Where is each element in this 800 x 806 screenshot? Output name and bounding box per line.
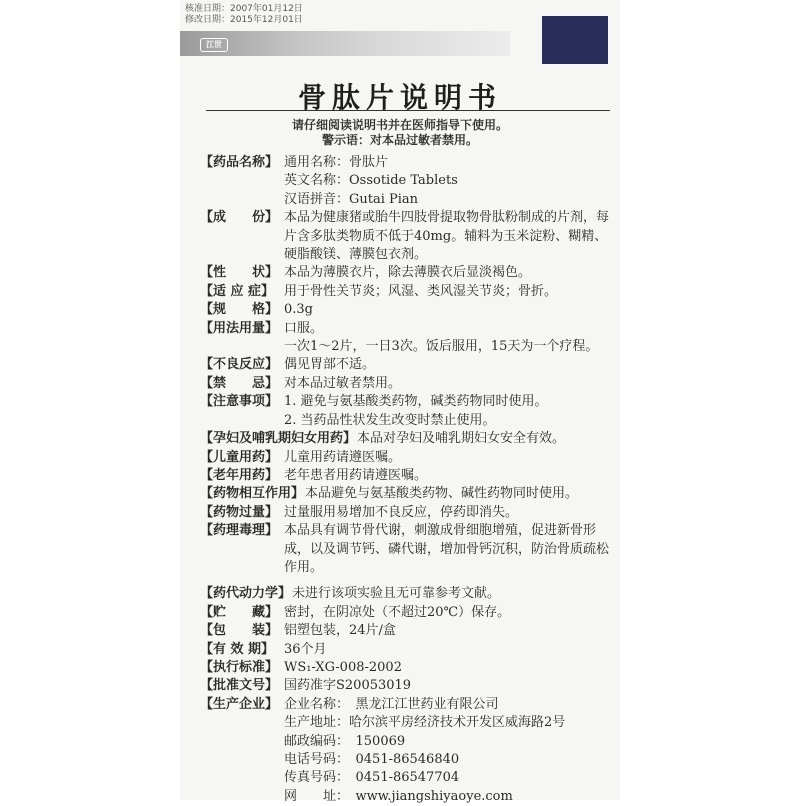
section-row: [200, 393, 610, 430]
section-label: 【适 应 症】: [200, 283, 275, 299]
section-row: [200, 641, 610, 659]
section-text: 儿童用药请遵医嘱。: [284, 449, 402, 465]
section-label: 【用法用量】: [200, 320, 279, 336]
section-row: [200, 301, 610, 319]
approval-date: 核准日期：2007年01月12日: [185, 4, 303, 14]
section-row: [200, 375, 610, 393]
section-label: 【儿童用药】: [200, 449, 279, 465]
section-row: [200, 467, 610, 485]
section-text: 1. 避免与氨基酸类药物，碱类药物同时使用。 2. 当药品性状发生改变时禁止使用。: [284, 394, 548, 428]
header-band: [180, 31, 510, 56]
section-label: 【药物过量】: [200, 504, 279, 520]
section-text: WS₁-XG-008-2002: [284, 659, 402, 675]
section-text: 对本品过敏者禁用。: [284, 375, 402, 391]
section-text: 0.3g: [284, 302, 313, 318]
section-row: [200, 504, 610, 522]
section-label: 【生产企业】: [200, 696, 279, 712]
section-row: [200, 604, 610, 622]
section-label: 【禁 忌】: [200, 375, 279, 391]
insert-sections: [200, 154, 610, 806]
section-text: 偶见胃部不适。: [284, 357, 376, 373]
warning-notice: 警示语：对本品过敏者禁用。: [321, 133, 478, 147]
section-row: [200, 320, 610, 357]
section-label: 【老年用药】: [200, 467, 279, 483]
section-label: 【有 效 期】: [200, 641, 275, 657]
section-text: 本品为健康猪或胎牛四肢骨提取物骨肽粉制成的片剂，每片含多肽类物质不低于40mg。辅料为玉米淀粉、糊精、硬脂酸镁、薄膜包衣剂。: [284, 210, 610, 263]
section-text: 本品对孕妇及哺乳期妇女安全有效。: [357, 431, 566, 447]
section-text: 通用名称：骨肽片 英文名称：Ossotide Tablets 汉语拼音：Gutai Pian: [284, 155, 458, 207]
section-row: [200, 264, 610, 282]
section-text: 本品避免与氨基酸类药物、碱性药物同时使用。: [305, 486, 579, 502]
section-row: [200, 522, 610, 577]
section-label: 【包 装】: [200, 623, 279, 639]
section-row: [200, 696, 610, 806]
title-divider: [206, 110, 610, 111]
section-text: 国药准字S20053019: [284, 678, 412, 694]
section-row: [200, 154, 610, 209]
section-text: 密封，在阴凉处（不超过20℃）保存。: [284, 604, 511, 620]
section-label: 【药物相互作用】: [200, 486, 305, 502]
section-text: 口服。 一次1～2片，一日3次。饭后服用，15天为一个疗程。: [284, 320, 599, 355]
section-row: [200, 485, 610, 503]
section-text: 用于骨性关节炎；风湿、类风湿关节炎；骨折。: [284, 283, 558, 299]
section-text: 过量服用易增加不良反应，停药即消失。: [284, 504, 519, 520]
section-row: [200, 430, 610, 448]
section-label: 【贮 藏】: [200, 604, 279, 620]
section-label: 【药品名称】: [200, 155, 279, 170]
revision-date: 修改日期：2015年12月01日: [185, 15, 303, 25]
section-label: 【成 份】: [200, 210, 279, 226]
section-label: 【性 状】: [200, 265, 279, 281]
section-label: 【批准文号】: [200, 678, 279, 694]
section-row: [200, 585, 610, 603]
section-text: 未进行该项实验且无可靠参考文献。: [292, 586, 501, 602]
section-label: 【不良反应】: [200, 357, 279, 373]
section-label: 【药代动力学】: [200, 586, 292, 602]
company-logo: 江世: [200, 38, 228, 52]
section-row: [200, 283, 610, 301]
section-text: 本品为薄膜衣片，除去薄膜衣后显淡褐色。: [284, 265, 532, 281]
color-block: [542, 16, 608, 64]
date-block: [185, 4, 303, 26]
section-text: 本品具有调节骨代谢，刺激成骨细胞增殖，促进新骨形成，以及调节钙、磷代谢，增加骨钙沉积，防治骨质疏松作用。: [284, 523, 610, 575]
section-row: [200, 677, 610, 695]
section-row: [200, 622, 610, 640]
section-text: 36个月: [284, 641, 327, 657]
section-label: 【注意事项】: [200, 394, 279, 410]
section-text: 铝塑包装，24片/盒: [284, 623, 396, 639]
section-row: [200, 449, 610, 467]
section-gap: [200, 577, 610, 585]
section-label: 【规 格】: [200, 302, 279, 318]
section-text: 老年患者用药请遵医嘱。: [284, 467, 428, 483]
section-label: 【孕妇及哺乳期妇女用药】: [200, 431, 357, 447]
section-label: 【执行标准】: [200, 659, 279, 675]
usage-notice: 请仔细阅读说明书并在医师指导下使用。: [291, 118, 508, 132]
section-row: [200, 209, 610, 264]
document-title: 骨肽片说明书: [297, 81, 502, 114]
section-row: [200, 659, 610, 677]
section-row: [200, 356, 610, 374]
section-label: 【药理毒理】: [200, 523, 279, 539]
section-text: 企业名称： 黑龙江江世药业有限公司 生产地址：哈尔滨平房经济技术开发区威海路2号 邮政编码： 150069 电话号码： 0451-86546840 传真号码： 0451-86547704 网 址： www.jiangshiyaoye.com: [284, 696, 566, 804]
